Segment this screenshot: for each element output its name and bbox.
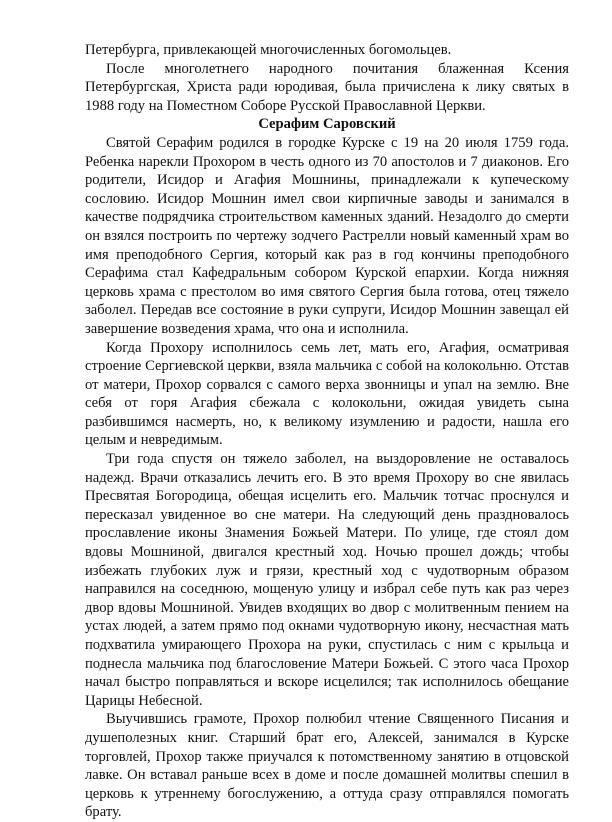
intro-line: Петербурга, привлекающей многочисленных богомольцев. — [85, 42, 452, 58]
paragraph-education: Выучившись грамоте, Прохор полюбил чтение Священного Писания и душеполезных книг. Старший брат его, Алексей, занимался в Курске торговлей, Прохор также приучался к потомственному занятию в отцовской лавке. Он вставал раньше всех в доме и после домашней молитвы спешил в церковь к утреннему богослужению, а оттуда сразу отправлялся помогать брату. — [85, 711, 569, 821]
paragraph-birth: Святой Серафим родился в городке Курске с 19 на 20 июля 1759 года. Ребенка нарекли Прохором в честь одного из 70 апостолов и 7 диаконов. Его родители, Исидор и Агафия Мошнины, принадлежали к купеческому сословию. Исидор Мошнин имел свои кирпичные заводы и занимался в качестве подрядчика строительством каменных зданий. Незадолго до смерти он взялся построить по чертежу зодчего Растрелли новый каменный храм во имя преподобного Сергия, который как раз в год кончины преподобного Серафима стал Кафедральным собором Курской епархии. Когда нижняя церковь храма с престолом во имя святого Сергия была готова, отец тяжело заболел. Передав все состояние в руки супруги, Исидор Мошнин завещал ей завершение возведения храма, что она и исполнила. — [85, 134, 569, 337]
paragraph-bell-tower: Когда Прохору исполнилось семь лет, мать его, Агафия, осматривая строение Сергиевской церкви, взяла мальчика с собой на колокольню. Отстав от матери, Прохор сорвался с самого верха звонницы и упал на землю. Вне себя от горя Агафия сбежала с колокольни, ожидая увидеть сына разбившимся насмерть, но, к великому изумлению и радости, нашла его целым и невредимым. — [85, 339, 569, 449]
document-page — [85, 41, 569, 822]
section-title: Серафим Саровский — [258, 116, 396, 133]
paragraph-illness: Три года спустя он тяжело заболел, на выздоровление не оставалось надежд. Врачи отказались лечить его. В это время Прохору во сне явилась Пресвятая Богородица, обещая исцелить его. Мальчик тотчас проснулся и пересказал увиденное во сне матери. На следующий день праздновалось прославление иконы Знамения Божьей Матери. По улице, где стоял дом вдовы Мошниной, двигался крестный ход. Ночью прошел дождь; чтобы избежать глубоких луж и грязи, крестный ход с чудотворным образом направился на соседнюю, мощеную улицу и избрал себе путь как раз через двор вдовы Мошниной. Увидев входящих во двор с молитвенным пением на устах людей, а затем прямо под окнами чудотворную икону, несчастная мать подхватила умирающего Прохора на руки, спустилась с ним с крыльца и поднесла мальчика под благословение Матери Божьей. С этого часа Прохор начал быстро поправляться и вскоре исцелился; так исполнилось обещание Царицы Небесной. — [85, 451, 569, 709]
paragraph-ksenia: После многолетнего народного почитания блаженная Ксения Петербургская, Христа ради юродивая, была причислена к лику святых в 1988 году на Поместном Соборе Русской Православной Церкви. — [85, 60, 569, 114]
